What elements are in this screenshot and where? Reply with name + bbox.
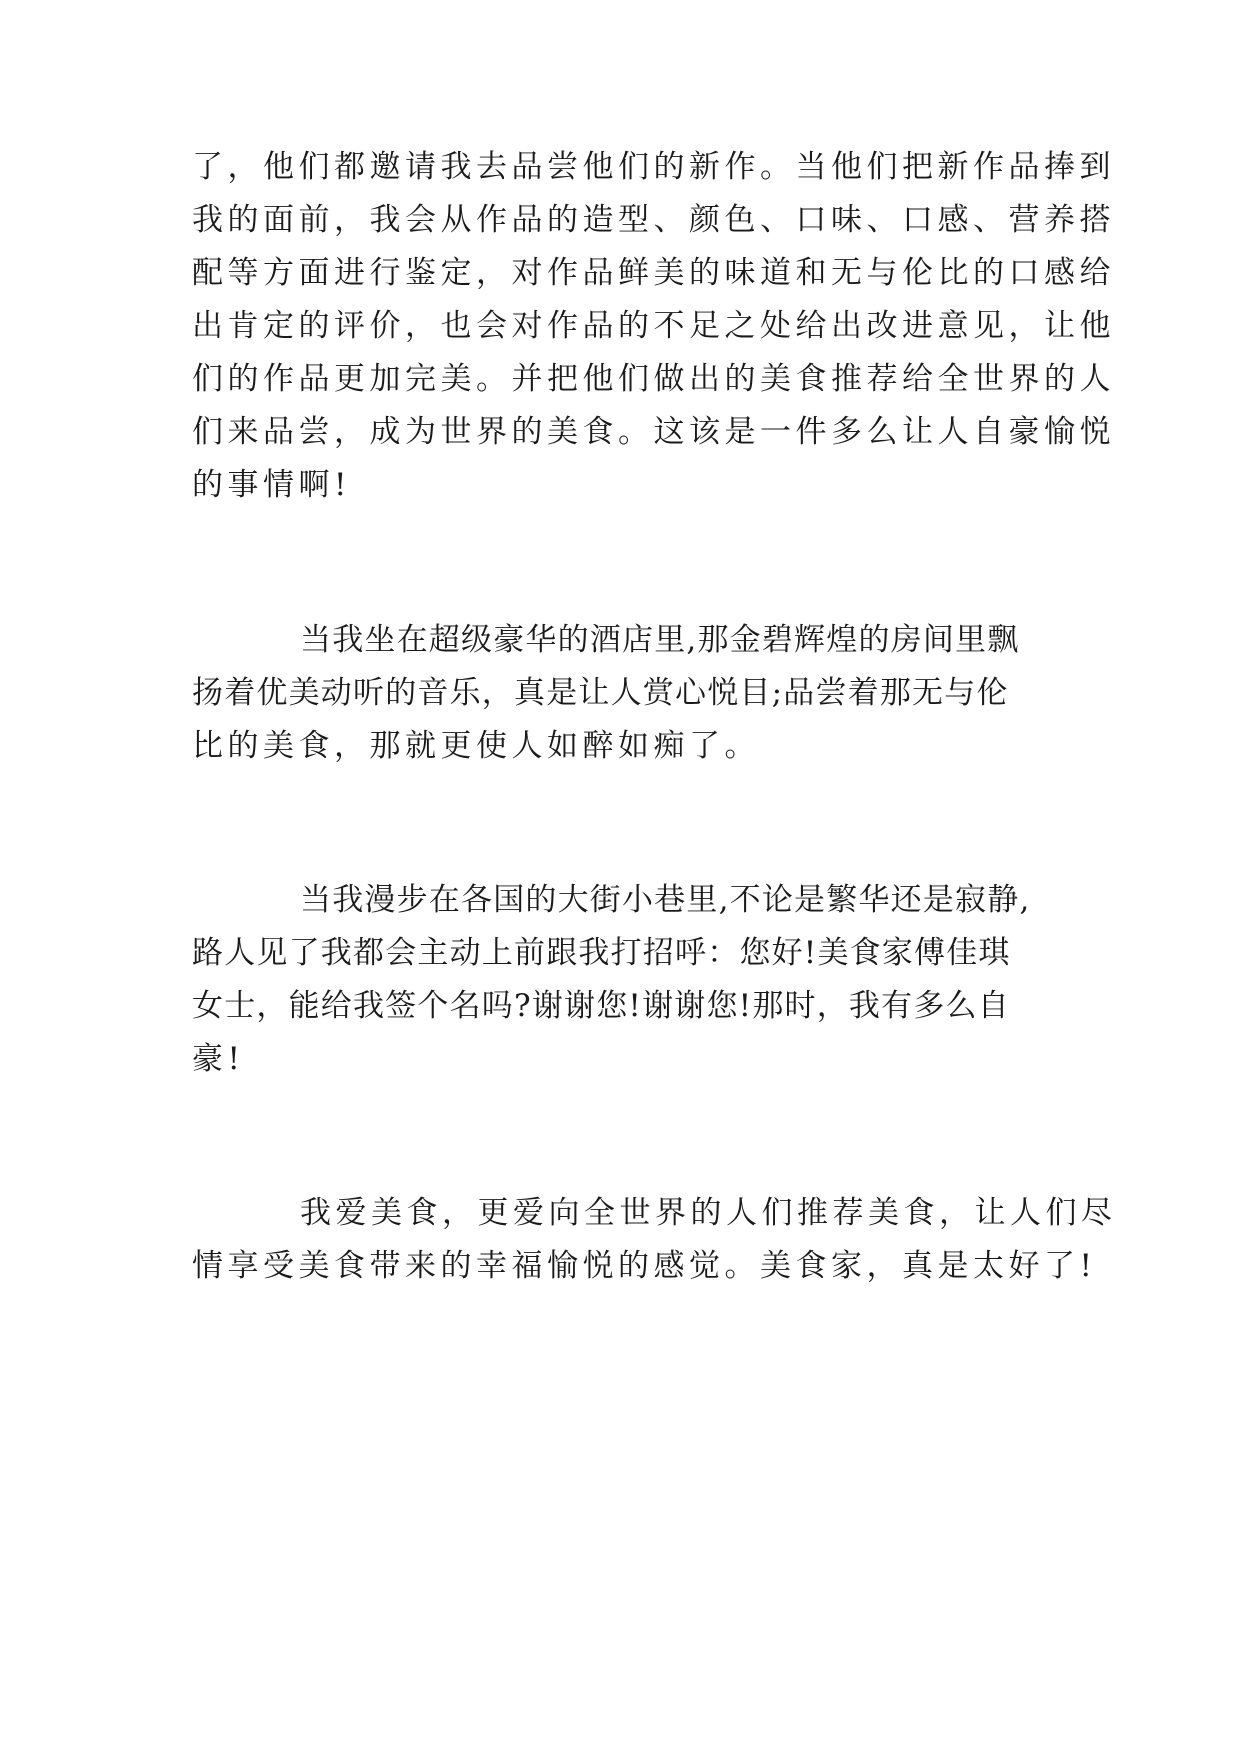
paragraph-3-line-3: 女士，能给我签个名吗?谢谢您!谢谢您!那时，我有多么自 <box>192 988 1010 1024</box>
paragraph-1-line-4: 出肯定的评价，也会对作品的不足之处给出改进意见，让他 <box>192 308 1115 344</box>
paragraph-1-line-7: 的事情啊! <box>192 467 351 503</box>
paragraph-2-line-2: 扬着优美动听的音乐，真是让人赏心悦目;品尝着那无与伦 <box>192 675 1009 711</box>
paragraph-1-line-5: 们的作品更加完美。并把他们做出的美食推荐给全世界的人 <box>192 361 1115 397</box>
paragraph-1-line-2: 我的面前，我会从作品的造型、颜色、口味、口感、营养搭 <box>192 202 1115 238</box>
paragraph-3-line-2: 路人见了我都会主动上前跟我打招呼：您好!美食家傅佳琪 <box>192 935 1011 971</box>
paragraph-4-line-2: 情享受美食带来的幸福愉悦的感觉。美食家，真是太好了! <box>192 1248 1097 1284</box>
paragraph-2-line-1: 当我坐在超级豪华的酒店里,那金碧辉煌的房间里飘 <box>300 622 1020 658</box>
paragraph-1-line-3: 配等方面进行鉴定，对作品鲜美的味道和无与伦比的口感给 <box>192 255 1115 291</box>
paragraph-3-line-4: 豪! <box>192 1041 245 1077</box>
paragraph-2-line-3: 比的美食，那就更使人如醉如痴了。 <box>192 728 760 764</box>
paragraph-4-line-1: 我爱美食，更爱向全世界的人们推荐美食，让人们尽 <box>300 1195 1117 1231</box>
paragraph-3-line-1: 当我漫步在各国的大街小巷里,不论是繁华还是寂静, <box>300 882 1031 918</box>
paragraph-1-line-1: 了，他们都邀请我去品尝他们的新作。当他们把新作品捧到 <box>192 149 1115 185</box>
paragraph-1-line-6: 们来品尝，成为世界的美食。这该是一件多么让人自豪愉悦 <box>192 414 1115 450</box>
